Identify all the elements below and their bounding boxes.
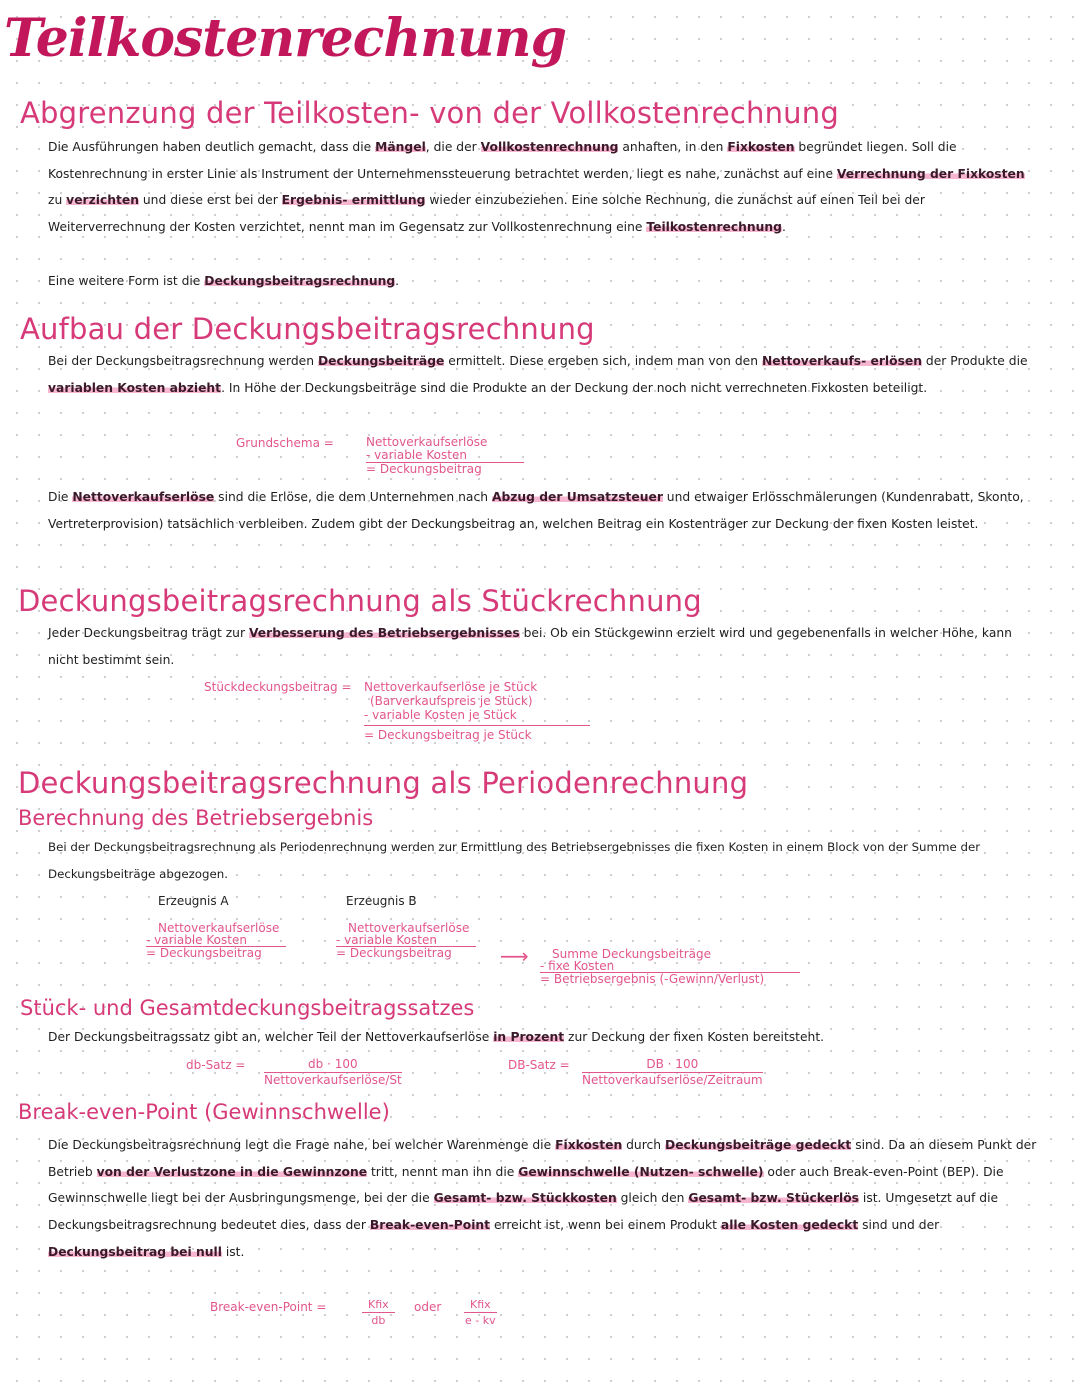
paragraph-aufbau: Bei der Deckungsbeitragsrechnung werden Deckungsbeiträge ermittelt. Diese ergeben sich, indem man von den Nettoverkaufs- erlösen der Produkte die variablen Kosten abzieht. In Höhe der Deckungsbeiträge sind die Produkte an der Deckung der noch nicht verrechneten Fixkosten beteiligt. — [48, 354, 1028, 395]
bep-fraction-2 — [464, 1298, 497, 1327]
stueck-line1: Nettoverkaufserlöse je Stück — [364, 680, 538, 694]
subheading-betriebsergebnis: Berechnung des Betriebsergebnis — [18, 806, 374, 830]
bep-fraction-2-denominator: e - kv — [465, 1314, 496, 1327]
grundschema-line3: = Deckungsbeitrag — [366, 462, 482, 476]
grundschema-line2: - variable Kosten — [366, 449, 524, 463]
paragraph-periodenrechnung: Bei der Deckungsbeitragsrechnung als Periodenrechnung werden zur Ermittlung des Betriebsergebnisses die fixen Kosten in einem Block von der Summe der Deckungsbeiträge abgezogen. — [48, 840, 981, 881]
paragraph-weitere-form: Eine weitere Form ist die Deckungsbeitragsrechnung. — [48, 274, 400, 288]
paragraph-stueckrechnung: Jeder Deckungsbeitrag trägt zur Verbesserung des Betriebsergebnisses bei. Ob ein Stückgewinn erzielt wird und gegebenenfalls in welcher Höhe, kann nicht bestimmt sein. — [48, 626, 1012, 667]
gesamt-db-satz-denominator: Nettoverkaufserlöse/Zeitraum — [582, 1073, 763, 1087]
db-satz-label: db-Satz = — [186, 1058, 246, 1072]
db-satz-denominator: Nettoverkaufserlöse/St — [264, 1073, 402, 1087]
paragraph-abgrenzung: Die Ausführungen haben deutlich gemacht, dass die Mängel, die der Vollkostenrechnung anhaften, in den Fixkosten begründet liegen. Soll die Kostenrechnung in erster Linie als Instrument der Unternehmenssteuerung betrachtet werden, liegt es nahe, zunächst auf eine Verrechnung der Fixkosten zu verzichten und diese erst bei der Ergebnis- ermittlung wieder einzubeziehen. Eine solche Rechnung, die zunächst auf einen Teil bei der Weiterverrechnung der Kosten verzichtet, nennt man im Gegensatz zur Vollkostenrechnung eine Teilkostenrechnung. — [48, 140, 1025, 235]
betriebsergebnis-line1: Summe Deckungsbeiträge — [552, 947, 712, 961]
grundschema-label: Grundschema = — [236, 436, 334, 450]
stueck-line3: = Deckungsbeitrag je Stück — [364, 728, 532, 742]
erzeugnis-a-block — [146, 922, 286, 959]
betriebsergebnis-line3: = Betriebsergebnis (-Gewinn/Verlust) — [540, 972, 765, 986]
bep-fraction-2-numerator: Kfix — [464, 1298, 497, 1313]
erzeugnis-b-line2: - variable Kosten — [336, 934, 476, 947]
db-satz-numerator: db · 100 — [264, 1058, 402, 1073]
grundschema-block — [366, 436, 524, 476]
heading-aufbau: Aufbau der Deckungsbeitragsrechnung — [20, 312, 595, 346]
gesamt-db-satz-fraction — [582, 1058, 763, 1087]
bep-oder: oder — [414, 1300, 442, 1314]
erzeugnis-b-block — [336, 922, 476, 959]
stueck-line1b: (Barverkaufspreis je Stück) — [370, 694, 533, 708]
stueckdeckungsbeitrag-label: Stückdeckungsbeitrag = — [204, 680, 352, 694]
gesamt-db-satz-numerator: DB · 100 — [582, 1058, 763, 1073]
betriebsergebnis-line2: - fixe Kosten — [540, 960, 800, 973]
bep-fraction-1 — [362, 1298, 395, 1327]
arrow-right-icon: ⟶ — [500, 944, 529, 968]
paragraph-break-even-point: Die Deckungsbeitragsrechnung legt die Frage nahe, bei welcher Warenmenge die Fixkosten durch Deckungsbeiträge gedeckt sind. Da an diesem Punkt der Betrieb von der Verlustzone in die Gewinnzone tritt, nennt man ihn die Gewinnschwelle (Nutzen- schwelle) oder auch Break-even-Point (BEP). Die Gewinnschwelle liegt bei der Ausbringungsmenge, bei der die Gesamt- bzw. Stückkosten gleich den Gesamt- bzw. Stückerlös ist. Umgesetzt auf die Deckungsbeitragsrechnung bedeutet dies, dass der Break-even-Point erreicht ist, wenn bei einem Produkt alle Kosten gedeckt sind und der Deckungsbeitrag bei null ist. — [48, 1138, 1037, 1259]
bep-fraction-1-numerator: Kfix — [362, 1298, 395, 1313]
heading-break-even-point: Break-even-Point (Gewinnschwelle) — [18, 1100, 390, 1124]
page-title: Teilkostenrechnung — [4, 8, 566, 69]
bep-label: Break-even-Point = — [210, 1300, 327, 1314]
heading-periodenrechnung: Deckungsbeitragsrechnung als Periodenrechnung — [18, 766, 749, 800]
stueck-line2: - variable Kosten je Stück — [364, 708, 590, 726]
bep-fraction-1-denominator: db — [371, 1314, 386, 1327]
heading-deckungsbeitragssatz: Stück- und Gesamtdeckungsbeitragssatzes — [20, 996, 475, 1020]
db-satz-fraction — [264, 1058, 402, 1087]
erzeugnis-a-line2: - variable Kosten — [146, 934, 286, 947]
stueckdeckungsbeitrag-block — [364, 680, 590, 742]
erzeugnis-b-line3: = Deckungsbeitrag — [336, 946, 452, 960]
erzeugnis-a-line1: Nettoverkaufserlöse — [158, 921, 280, 935]
paragraph-deckungsbeitragssatz: Der Deckungsbeitragssatz gibt an, welcher Teil der Nettoverkaufserlöse in Prozent zur Deckung der fixen Kosten bereitsteht. — [48, 1030, 825, 1044]
paragraph-nettoverkaufserloese: Die Nettoverkaufserlöse sind die Erlöse, die dem Unternehmen nach Abzug der Umsatzsteuer und etwaiger Erlösschmälerungen (Kundenrabatt, Skonto, Vertreterprovision) tatsächlich verbleiben. Zudem gibt der Deckungsbeitrag an, welchen Beitrag ein Kostenträger zur Deckung der fixen Kosten leistet. — [48, 490, 1024, 531]
heading-abgrenzung: Abgrenzung der Teilkosten- von der Vollkostenrechnung — [20, 96, 839, 130]
erzeugnis-a-line3: = Deckungsbeitrag — [146, 946, 262, 960]
grundschema-line1: Nettoverkaufserlöse — [366, 435, 488, 449]
erzeugnis-b-title: Erzeugnis B — [346, 894, 417, 908]
erzeugnis-a-title: Erzeugnis A — [158, 894, 229, 908]
erzeugnis-b-line1: Nettoverkaufserlöse — [348, 921, 470, 935]
betriebsergebnis-block — [540, 948, 800, 985]
heading-stueckrechnung: Deckungsbeitragsrechnung als Stückrechnung — [18, 584, 702, 618]
gesamt-db-satz-label: DB-Satz = — [508, 1058, 570, 1072]
